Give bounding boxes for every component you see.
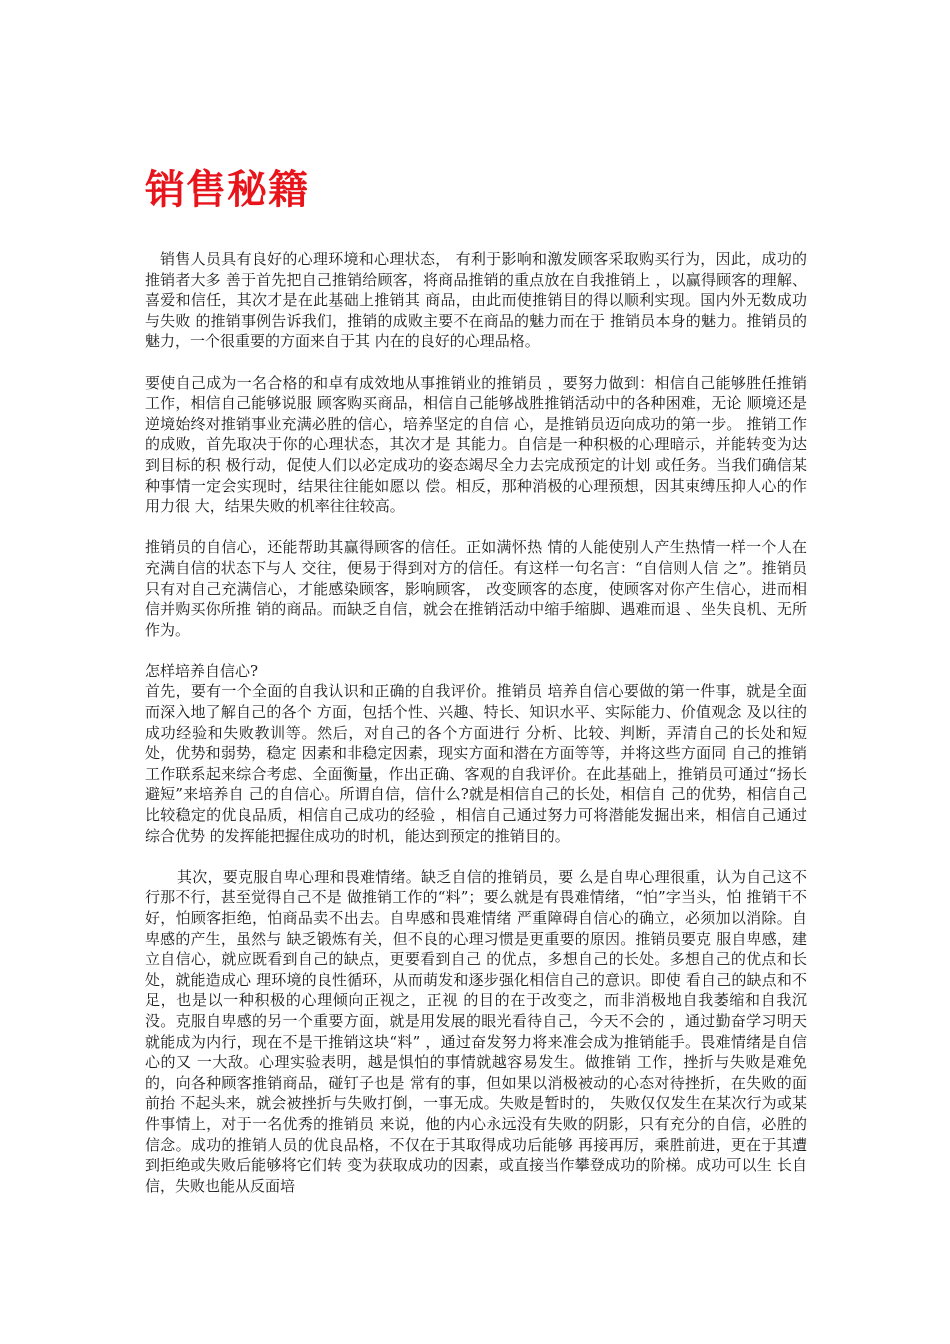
paragraph-self-assessment: 首先，要有一个全面的自我认识和正确的自我评价。推销员 培养自信心要做的第一件事，就是全面而深入地了解自己的各个 方面，包括个性、兴趣、特长、知识水平、实际能力、价值观念 及以往的成功经验和失败教训等。然后，对自己的各个方面进行 分析、比较、判断，弄清自己的长处和短处，优势和弱势，稳定 因素和非稳定因素，现实方面和潜在方面等等，并将这些方面同 自己的推销工作联系起来综合考虑、全面衡量，作出正确、客观的自我评价。在此基础上，推销员可通过“扬长避短”来培养自 己的自信心。所谓自信，信什么?就是相信自己的长处，相信自 己的优势，相信自己比较稳定的优良品质，相信自己成功的经验 ，相信自己通过努力可将潜能发掘出来，相信自己通过综合优势 的发挥能把握住成功的时机，能达到预定的推销目的。 [145,682,807,845]
document-title: 销售秘籍 [145,166,309,213]
paragraph-customer-trust: 推销员的自信心，还能帮助其赢得顾客的信任。正如满怀热 情的人能使别人产生热情一样一个人在充满自信的状态下与人 交往，便易于得到对方的信任。有这样一句名言：“自信则人信 之”。推销员只有对自己充满信心，才能感染顾客，影响顾客， 改变顾客的态度，使顾客对你产生信心，进而相信并购买你所推 销的商品。而缺乏自信，就会在推销活动中缩手缩脚、遇难而退 、坐失良机、无所作为。 [145,538,807,639]
section-heading-how-to-build-confidence: 怎样培养自信心? [145,661,259,680]
paragraph-overcome-inferiority: 其次，要克服自卑心理和畏难情绪。缺乏自信的推销员，要 么是自卑心理很重，认为自己这不行那不行，甚至觉得自己不是 做推销工作的“料”；要么就是有畏难情绪，“怕”字当头，怕 推销干不好，怕顾客拒绝，怕商品卖不出去。自卑感和畏难情绪 严重障碍自信心的确立，必须加以消除。自卑感的产生，虽然与 缺乏锻炼有关，但不良的心理习惯是更重要的原因。推销员要克 服自卑感，建立自信心，就应既看到自己的缺点，更要看到自己 的优点，多想自己的长处。多想自己的优点和长处，就能造成心 理环境的良性循环，从而萌发和逐步强化相信自己的意识。即使 看自己的缺点和不足，也是以一种积极的心理倾向正视之，正视 的目的在于改变之，而非消极地自我萎缩和自我沉没。克服自卑感的另一个重要方面，就是用发展的眼光看待自己，今天不会的 ，通过勤奋学习明天就能成为内行，现在不是干推销这块“料” ，通过奋发努力将来准会成为推销能手。畏难情绪是自信心的又 一大敌。心理实验表明，越是惧怕的事情就越容易发生。做推销 工作，挫折与失败是难免的，向各种顾客推销商品，碰钉子也是 常有的事，但如果以消极被动的心态对待挫折，在失败的面前抬 不起头来，就会被挫折与失败打倒，一事无成。失败是暂时的， 失败仅仅发生在某次行为或某件事情上，对于一名优秀的推销员 来说，他的内心永远没有失败的阴影，只有充分的自信，必胜的 信念。成功的推销人员的优良品格，不仅在于其取得成功后能够 再接再厉，乘胜前进，更在于其遭到拒绝或失败后能够将它们转 变为获取成功的因素，或直接当作攀登成功的阶梯。成功可以生 长自信，失败也能从反面培 [145,867,807,1195]
paragraph-intro: 销售人员具有良好的心理环境和心理状态， 有利于影响和激发顾客采取购买行为，因此，成功的推销者大多 善于首先把自己推销给顾客，将商品推销的重点放在自我推销上 ，以赢得顾客的理解、喜爱和信任，其次才是在此基础上推销其 商品，由此而使推销目的得以顺利实现。国内外无数成功与失败 的推销事例告诉我们，推销的成败主要不在商品的魅力而在于 推销员本身的魅力。推销员的魅力，一个很重要的方面来自于其 内在的良好的心理品格。 [145,250,807,351]
document-body [145,249,807,1217]
paragraph-confidence-goals: 要使自己成为一名合格的和卓有成效地从事推销业的推销员 ，要努力做到：相信自己能够胜任推销工作，相信自己能够说服 顾客购买商品，相信自己能够战胜推销活动中的各种困难，无论 顺境还是逆境始终对推销事业充满必胜的信心，培养坚定的自信 心，是推销员迈向成功的第一步。 推销工作的成败，首先取决于你的心理状态，其次才是 其能力。自信是一种积极的心理暗示，并能转变为达到目标的积 极行动，促使人们以必定成功的姿态竭尽全力去完成预定的计划 或任务。当我们确信某种事情一定会实现时，结果往往能如愿以 偿。相反，那种消极的心理预想，因其束缚压抑人心的作用力很 大，结果失败的机率往往较高。 [145,373,807,516]
